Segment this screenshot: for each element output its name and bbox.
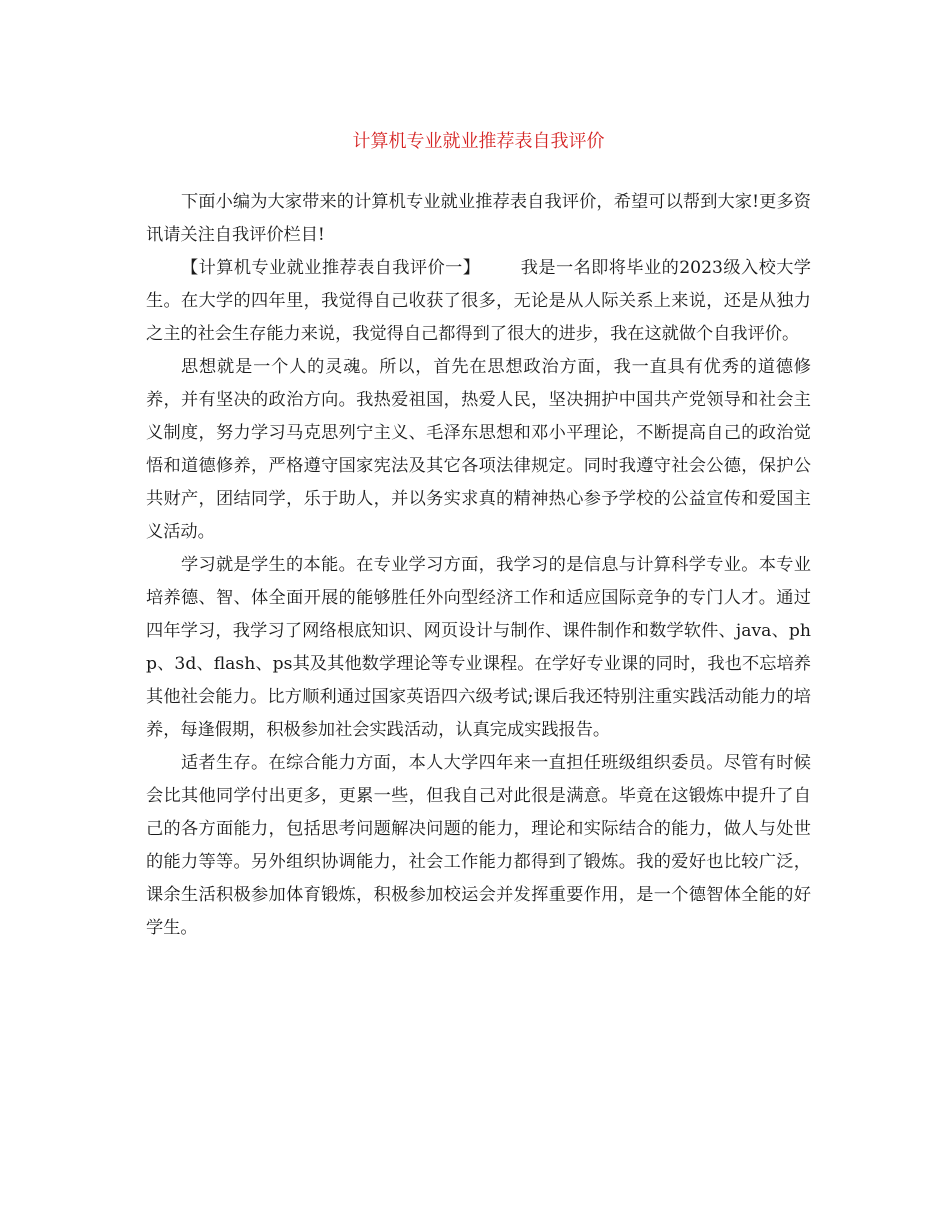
section-heading: 【计算机专业就业推荐表自我评价一】 xyxy=(181,258,481,278)
document-page xyxy=(146,130,811,945)
body-paragraph-ability: 适者生存。在综合能力方面，本人大学四年来一直担任班级组织委员。尽管有时候会比其他同学付出更多，更累一些，但我自己对此很是满意。毕竟在这锻炼中提升了自己的各方面能力，包括思考问题解决问题的能力，理论和实际结合的能力，做人与处世的能力等等。另外组织协调能力，社会工作能力都得到了锻炼。我的爱好也比较广泛，课余生活积极参加体育锻炼，积极参加校运会并发挥重要作用，是一个德智体全能的好学生。 xyxy=(146,753,811,938)
body-paragraph-ideology: 思想就是一个人的灵魂。所以，首先在思想政治方面，我一直具有优秀的道德修养，并有坚决的政治方向。我热爱祖国，热爱人民，坚决拥护中国共产党领导和社会主义制度，努力学习马克思列宁主义、毛泽东思想和邓小平理论，不断提高自己的政治觉悟和道德修养，严格遵守国家宪法及其它各项法律规定。同时我遵守社会公德，保护公共财产，团结同学，乐于助人，并以务实求真的精神热心参予学校的公益宣传和爱国主义活动。 xyxy=(146,357,811,542)
section-one-paragraph xyxy=(146,252,811,351)
body-paragraph-study: 学习就是学生的本能。在专业学习方面，我学习的是信息与计算科学专业。本专业培养德、智、体全面开展的能够胜任外向型经济工作和适应国际竞争的专门人才。通过四年学习，我学习了网络根底知识、网页设计与制作、课件制作和数学软件、java、php、3d、flash、ps其及其他数学理论等专业课程。在学好专业课的同时，我也不忘培养其他社会能力。比方顺利通过国家英语四六级考试;课后我还特别注重实践活动能力的培养，每逢假期，积极参加社会实践活动，认真完成实践报告。 xyxy=(146,555,811,740)
document-title: 计算机专业就业推荐表自我评价 xyxy=(352,131,605,152)
section-first-text: 我是一名即将毕业的2023级入校大学生。在大学的四年里，我觉得自己收获了很多，无论是从人际关系上来说，还是从独力之主的社会生存能力来说，我觉得自己都得到了很大的进步，我在这就做个自我评价。 xyxy=(146,258,811,344)
intro-paragraph: 下面小编为大家带来的计算机专业就业推荐表自我评价，希望可以帮到大家!更多资讯请关注自我评价栏目! xyxy=(146,192,811,245)
